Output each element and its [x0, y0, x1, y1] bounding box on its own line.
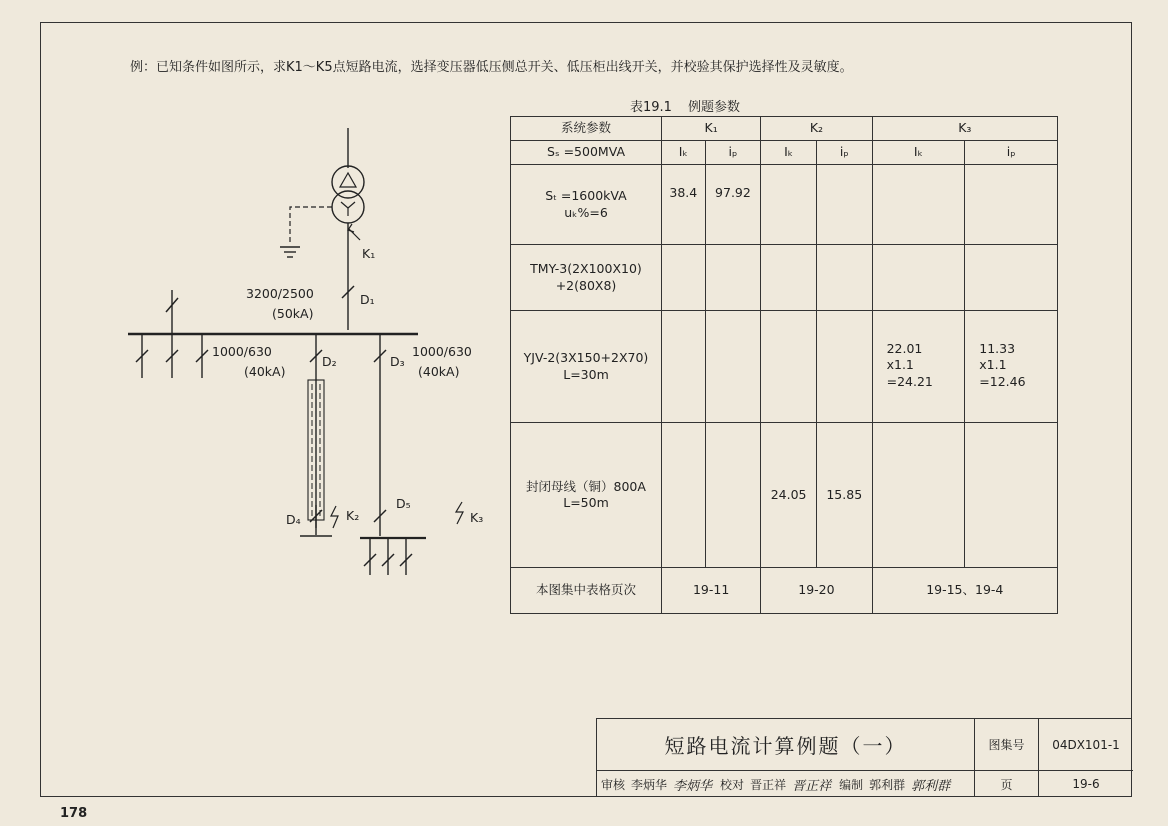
sub-header: Iₖ — [872, 141, 965, 165]
sub-header: iₚ — [965, 141, 1058, 165]
review-signature: 李炳华 — [673, 778, 713, 794]
table-row — [511, 423, 1058, 568]
label-d5: D₅ — [396, 496, 411, 511]
table-row — [511, 165, 1058, 245]
transformer-primary-winding — [332, 166, 364, 198]
sub-header: iₚ — [705, 141, 761, 165]
intro-text: 例：已知条件如图所示，求K1～K5点短路电流，选择变压器低压侧总开关、低压柜出线开关，并校验其保护选择性及灵敏度。 — [130, 60, 853, 75]
table-row — [511, 311, 1058, 423]
review-label: 审核 — [601, 777, 626, 792]
cell-value: 24.05 — [761, 423, 817, 568]
sub-header: Iₖ — [761, 141, 817, 165]
signature-row — [597, 771, 975, 797]
table-caption — [630, 96, 740, 115]
label-d4: D₄ — [286, 512, 301, 527]
cell-value — [662, 311, 706, 423]
cell-value — [761, 165, 817, 245]
row-label: TMY-3(2X100X10) +2(80X8) — [511, 245, 662, 311]
sub-header: Iₖ — [662, 141, 706, 165]
cell-value — [872, 165, 965, 245]
cell-value — [761, 245, 817, 311]
cell-value — [872, 245, 965, 311]
cell-value — [816, 245, 872, 311]
cell-value — [705, 245, 761, 311]
cell-value — [662, 245, 706, 311]
label-main-breaker: 3200/2500 — [246, 286, 314, 301]
cell-value — [705, 423, 761, 568]
check-label: 校对 — [720, 777, 745, 792]
page-number-cell: 19-6 — [1072, 777, 1100, 791]
cell-value — [965, 165, 1058, 245]
check-signature: 晋正祥 — [792, 778, 832, 794]
atlas-number: 04DX101-1 — [1039, 719, 1133, 771]
label-left-breaker: 1000/630 — [212, 344, 272, 359]
page-label: 页 — [975, 771, 1039, 797]
table-caption-title: 例题参数 — [687, 100, 740, 115]
label-left-ka: (40kA) — [244, 364, 286, 379]
cell-value: 15.85 — [816, 423, 872, 568]
row-label: 封闭母线（铜）800A L=50m — [511, 423, 662, 568]
cell-value — [662, 423, 706, 568]
footer-k1-page: 19-11 — [662, 568, 761, 614]
cell-value — [872, 423, 965, 568]
label-k2: K₂ — [346, 508, 360, 523]
header-k3: K₃ — [872, 117, 1057, 141]
label-main-ka: (50kA) — [272, 306, 314, 321]
check-name: 晋正祥 — [750, 777, 787, 792]
header-ss: Sₛ =500MVA — [511, 141, 662, 165]
cell-value: 97.92 — [705, 165, 761, 245]
label-k3: K₃ — [470, 510, 484, 525]
row-label: YJV-2(3X150+2X70) L=30m — [511, 311, 662, 423]
transformer-secondary-winding — [332, 191, 364, 223]
label-d2: D₂ — [322, 354, 337, 369]
cell-value — [816, 311, 872, 423]
cell-value — [816, 165, 872, 245]
cell-value: 11.33 x1.1 =12.46 — [965, 311, 1058, 423]
cell-value: 22.01 x1.1 =24.21 — [872, 311, 965, 423]
footer-k3-page: 19-15、19-4 — [872, 568, 1057, 614]
table-caption-number: 表19.1 — [630, 100, 672, 115]
label-d1: D₁ — [360, 292, 375, 307]
cell-value — [965, 245, 1058, 311]
parameters-table — [510, 116, 1058, 614]
sub-header: iₚ — [816, 141, 872, 165]
footer-k2-page: 19-20 — [761, 568, 872, 614]
label-right-ka: (40kA) — [418, 364, 460, 379]
cell-value — [965, 423, 1058, 568]
header-k1: K₁ — [662, 117, 761, 141]
cell-value — [761, 311, 817, 423]
draw-signature: 郭利群 — [911, 778, 951, 794]
page-number: 178 — [60, 806, 88, 821]
draw-label: 编制 — [839, 777, 864, 792]
review-name: 李炳华 — [631, 777, 668, 792]
row-label: Sₜ =1600kVA uₖ%=6 — [511, 165, 662, 245]
cell-value — [705, 311, 761, 423]
table-row — [511, 245, 1058, 311]
header-system: 系统参数 — [511, 117, 662, 141]
label-k1: K₁ — [362, 246, 376, 261]
cell-value: 38.4 — [662, 165, 706, 245]
title-block — [596, 718, 1132, 796]
label-right-breaker: 1000/630 — [412, 344, 472, 359]
drawing-title: 短路电流计算例题（一） — [597, 719, 975, 771]
label-d3: D₃ — [390, 354, 405, 369]
draw-name: 郭利群 — [869, 777, 906, 792]
footer-label: 本图集中表格页次 — [511, 568, 662, 614]
header-k2: K₂ — [761, 117, 872, 141]
atlas-label: 图集号 — [975, 719, 1039, 771]
